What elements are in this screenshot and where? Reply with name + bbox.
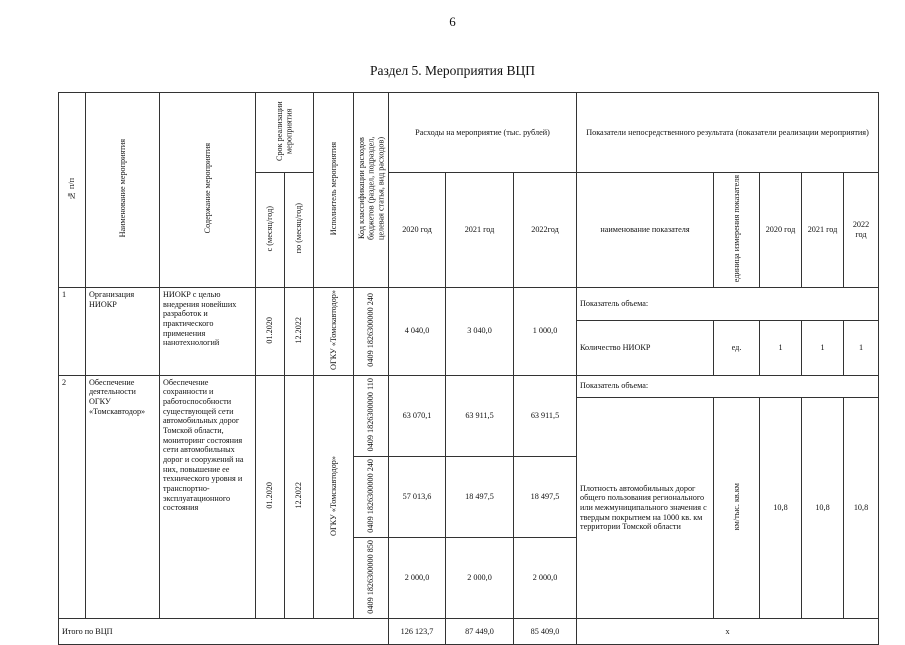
row2-r2020: 10,8 [760,397,802,619]
header-term: Срок реализации мероприятия [256,93,314,173]
header-term-from: с (месяц/год) [256,173,285,288]
total-label: Итого по ВЦП [59,619,389,645]
row1-r2022: 1 [844,320,879,375]
row1-content: НИОКР с целью внедрения новейших разработок и практического применения нанотехнологий [160,287,256,375]
row2-2-2020: 57 013,6 [389,456,446,537]
header-result-2021: 2021 год [802,173,844,288]
header-year-2020: 2020 год [389,173,446,288]
row1-2022: 1 000,0 [514,287,577,375]
row1-section: Показатель объема: [577,287,879,320]
row2-code-2: 0409 1826300000 240 [354,456,389,537]
header-year-2021: 2021 год [446,173,514,288]
section-title: Раздел 5. Мероприятия ВЦП [370,63,535,78]
row1-2020: 4 040,0 [389,287,446,375]
row2-1-2021: 63 911,5 [446,375,514,456]
row1-to: 12.2022 [285,287,314,375]
row2-indicator: Плотность автомобильных дорог общего пользования регионального или межмуниципального значения с твердым покрытием на 1000 кв. км территории Томской области [577,397,714,619]
row1-code: 0409 1826300000 240 [354,287,389,375]
header-name: Наименование мероприятия [86,93,160,288]
total-2022: 85 409,0 [514,619,577,645]
header-results: Показатели непосредственного результата (показатели реализации мероприятия) [577,93,879,173]
row2-3-2020: 2 000,0 [389,537,446,618]
row1-num: 1 [59,287,86,375]
row2-r2021: 10,8 [802,397,844,619]
row2-3-2021: 2 000,0 [446,537,514,618]
row1-2021: 3 040,0 [446,287,514,375]
row1-indicator: Количество НИОКР [577,320,714,375]
row2-1-2020: 63 070,1 [389,375,446,456]
header-result-2020: 2020 год [760,173,802,288]
row1-r2020: 1 [760,320,802,375]
row2-1-2022: 63 911,5 [514,375,577,456]
row2-content: Обеспечение сохранности и работоспособности существующей сети автомобильных дорог Томской области, мониторинг состояния сети автомобильных дорог и сооружений на них, повышение ее технического уровня и транспортно-эксплуатационного состояния [160,375,256,619]
measures-table [58,92,879,645]
row1-name: Организация НИОКР [86,287,160,375]
header-expenses: Расходы на мероприятие (тыс. рублей) [389,93,577,173]
header-indicator-unit: единица измерения показателя [714,173,760,288]
row2-num: 2 [59,375,86,619]
header-content: Содержание мероприятия [160,93,256,288]
total-2020: 126 123,7 [389,619,446,645]
header-term-to: по (месяц/год) [285,173,314,288]
total-mark: х [577,619,879,645]
page-number: 6 [449,14,456,29]
header-year-2022: 2022год [514,173,577,288]
header-executor: Исполнитель мероприятия [314,93,354,288]
header-indicator-name: наименование показателя [577,173,714,288]
row2-2-2021: 18 497,5 [446,456,514,537]
row2-from: 01.2020 [256,375,285,619]
row1-from: 01.2020 [256,287,285,375]
header-code: Код классификации расходов бюджетов (раздел, подраздел, целевая статья, вид расходов) [354,93,389,288]
row1-unit: ед. [714,320,760,375]
row2-3-2022: 2 000,0 [514,537,577,618]
total-2021: 87 449,0 [446,619,514,645]
row1-r2021: 1 [802,320,844,375]
row2-section: Показатель объема: [577,375,879,397]
row2-unit: км/тыс. кв.км [714,397,760,619]
row2-to: 12.2022 [285,375,314,619]
row2-code-3: 0409 1826300000 850 [354,537,389,618]
row2-name: Обеспечение деятельности ОГКУ «Томскавтодор» [86,375,160,619]
row2-r2022: 10,8 [844,397,879,619]
row2-2-2022: 18 497,5 [514,456,577,537]
header-result-2022: 2022 год [844,173,879,288]
row1-executor: ОГКУ «Томскавтодор» [314,287,354,375]
row2-code-1: 0409 1826300000 110 [354,375,389,456]
row2-executor: ОГКУ «Томскавтодор» [314,375,354,619]
header-num: № п/п [59,93,86,288]
